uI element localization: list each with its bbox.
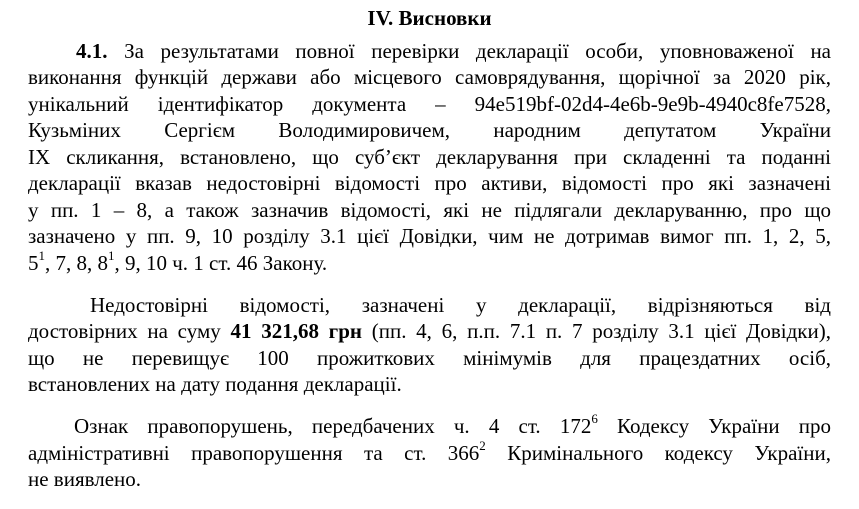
text-fragment: достовірних на суму [28, 319, 231, 343]
paragraph-1-line-4: Кузьміних Сергієм Володимировичем, народним депутатом України [28, 118, 831, 142]
paragraph-1-line-9 [28, 250, 831, 276]
section-heading: IV. Висновки [367, 6, 492, 30]
paragraph-1-line-1 [28, 38, 831, 64]
paragraph-number: 4.1. [76, 39, 108, 63]
text-fragment: 5 [28, 251, 39, 275]
text-fragment: Кримінального кодексу України, [485, 441, 831, 465]
superscript: 6 [591, 413, 598, 426]
paragraph-1-line-6: декларації вказав недостовірні відомості про активи, відомості про які зазначені [28, 171, 831, 195]
paragraph-2-line-3: що не перевищує 100 прожиткових мінімумів для працездатних осіб, [28, 346, 831, 370]
paragraph-1-text: За результатами повної перевірки декларації особи, уповноваженої на [124, 39, 831, 63]
superscript: 1 [38, 250, 45, 263]
amount: 41 321,68 грн [230, 319, 362, 343]
paragraph-2-line-1: Недостовірні відомості, зазначені у декларації, відрізняються від [90, 293, 831, 317]
text-fragment: , 7, 8, 8 [45, 251, 108, 275]
paragraph-3-line-1 [28, 413, 831, 439]
paragraph-3-line-3: не виявлено. [28, 467, 142, 491]
paragraph-2-line-4: встановлених на дату подання декларації. [28, 372, 402, 396]
paragraph-1-line-5: IX скликання, встановлено, що суб’єкт декларування при складенні та поданні [28, 145, 831, 169]
paragraph-1-line-7: у пп. 1 – 8, а також зазначив відомості, які не підлягали декларуванню, про що [28, 198, 831, 222]
superscript: 1 [108, 250, 115, 263]
superscript: 2 [479, 440, 486, 453]
paragraph-1-line-8: зазначено у пп. 9, 10 розділу 3.1 цієї Довідки, чим не дотримав вимог пп. 1, 2, 5, [28, 224, 831, 248]
text-fragment: Ознак правопорушень, передбачених ч. 4 ст. 172 [74, 414, 592, 438]
text-fragment: адміністративні правопорушення та ст. 366 [28, 441, 480, 465]
paragraph-1-line-2: виконання функцій держави або місцевого самоврядування, щорічної за 2020 рік, [28, 65, 831, 89]
text-fragment: (пп. 4, 6, п.п. 7.1 п. 7 розділу 3.1 цієї Довідки), [362, 319, 831, 343]
paragraph-1-line-3: унікальний ідентифікатор документа – 94e519bf-02d4-4e6b-9e9b-4940c8fe7528, [28, 92, 831, 116]
text-fragment: , 9, 10 ч. 1 ст. 46 Закону. [114, 251, 328, 275]
paragraph-3-line-2 [28, 440, 831, 466]
text-fragment: Кодексу України про [597, 414, 831, 438]
paragraph-2-line-2 [28, 318, 831, 344]
